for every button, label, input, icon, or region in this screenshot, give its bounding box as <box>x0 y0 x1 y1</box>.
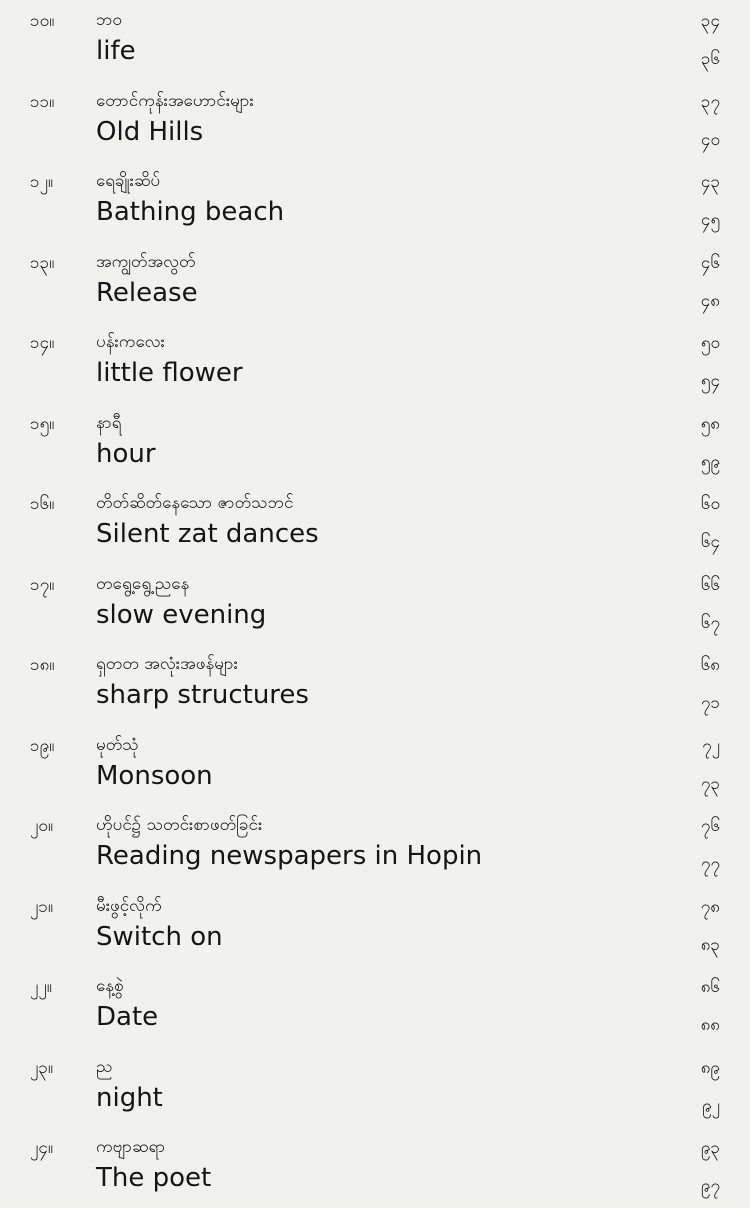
toc-entry <box>0 1127 750 1208</box>
entry-number: ၂၀။ <box>30 816 54 836</box>
entry-number: ၂၂။ <box>30 977 52 997</box>
entry-title-english: night <box>96 1082 163 1113</box>
entry-page-myanmar: ၃၄ <box>700 11 720 31</box>
entry-page-myanmar: ၃၇ <box>700 91 720 112</box>
entry-page-myanmar: ၉၃ <box>700 1138 720 1158</box>
entry-number: ၁၅။ <box>30 413 55 434</box>
entry-title-myanmar: တိတ်ဆိတ်နေသော ဇာတ်သဘင် <box>96 493 294 513</box>
toc-entry <box>0 805 750 886</box>
entry-page-english: ၆၄ <box>700 532 720 552</box>
toc-entry <box>0 161 750 242</box>
entry-title-english: Silent zat dances <box>96 519 319 549</box>
entry-title-myanmar: တောင်ကုန်းအဟောင်းများ <box>96 90 254 111</box>
toc-entry <box>0 483 750 564</box>
entry-page-myanmar: ၇၆ <box>700 816 720 836</box>
entry-number: ၁၉။ <box>30 735 55 756</box>
entry-page-english: ၄၈ <box>700 290 720 311</box>
entry-number: ၂၁။ <box>30 896 54 917</box>
entry-page-myanmar: ၈၆ <box>700 977 720 997</box>
entry-page-english: ၃၆ <box>700 49 720 69</box>
toc-entry <box>0 403 750 484</box>
entry-page-myanmar: ၈၉ <box>700 1057 720 1078</box>
entry-title-english: Switch on <box>96 921 223 952</box>
toc-entry <box>0 81 750 162</box>
entry-page-english: ၇၁ <box>700 693 720 713</box>
entry-title-english: Reading newspapers in Hopin <box>96 841 483 871</box>
entry-page-myanmar: ၆၆ <box>700 574 720 595</box>
entry-title-english: sharp structures <box>96 680 309 710</box>
entry-title-myanmar: မီးဖွင့်လိုက် <box>96 895 162 916</box>
entry-title-myanmar: ရေချိုးဆိပ် <box>96 171 161 191</box>
entry-page-myanmar: ၄၃ <box>700 172 720 192</box>
toc-entry <box>0 0 750 81</box>
entry-page-english: ၄၅ <box>700 210 720 230</box>
entry-title-myanmar: နာရီ <box>96 412 122 433</box>
toc-entry <box>0 322 750 403</box>
entry-page-english: ၄၀ <box>700 129 720 150</box>
entry-page-myanmar: ၇၈ <box>700 896 720 917</box>
entry-page-myanmar: ၄၆ <box>700 252 720 273</box>
entry-page-myanmar: ၅၀ <box>700 333 720 353</box>
entry-number: ၂၃။ <box>30 1057 54 1078</box>
entry-page-myanmar: ၆၀ <box>700 494 720 514</box>
entry-title-english: life <box>96 36 136 66</box>
entry-title-english: Release <box>96 277 198 308</box>
entry-title-myanmar: တရွေ့ရွေ့ညနေ <box>96 573 190 594</box>
entry-page-english: ၉၂ <box>702 1095 720 1116</box>
entry-title-english: Monsoon <box>96 760 213 791</box>
entry-number: ၁၈။ <box>30 655 55 675</box>
entry-number: ၁၃။ <box>30 252 55 273</box>
entry-page-english: ၅၄ <box>700 371 720 391</box>
toc-entry <box>0 966 750 1047</box>
entry-title-english: hour <box>96 438 156 469</box>
entry-title-english: little flower <box>96 358 243 388</box>
entry-title-english: slow evening <box>96 599 267 630</box>
toc-entry <box>0 564 750 645</box>
entry-number: ၁၇။ <box>30 574 55 595</box>
entry-title-myanmar: မုတ်သုံ <box>96 734 139 755</box>
entry-title-myanmar: ကဗျာဆရာ <box>96 1137 166 1157</box>
entry-page-myanmar: ၇၂ <box>702 735 720 756</box>
entry-title-myanmar: ဘဝ <box>96 10 122 30</box>
entry-number: ၁၁။ <box>30 91 55 112</box>
entry-title-english: The poet <box>96 1163 212 1193</box>
entry-number: ၂၄။ <box>30 1138 54 1158</box>
entry-title-myanmar: နေ့စွဲ <box>96 976 124 996</box>
entry-page-english: ၈၈ <box>700 1015 720 1035</box>
entry-page-english: ၈၃ <box>700 934 720 955</box>
entry-number: ၁၀။ <box>30 11 55 31</box>
entry-title-myanmar: ပန်းကလေး <box>96 332 165 352</box>
entry-number: ၁၆။ <box>30 494 55 514</box>
entry-title-myanmar: အကျွတ်အလွတ် <box>96 251 196 272</box>
entry-page-english: ၆၇ <box>700 612 720 633</box>
entry-title-english: Old Hills <box>96 116 204 147</box>
entry-page-myanmar: ၅၈ <box>700 413 720 434</box>
entry-number: ၁၄။ <box>30 333 55 353</box>
entry-title-english: Bathing beach <box>96 197 285 227</box>
toc-entry <box>0 886 750 967</box>
entry-page-english: ၉၇ <box>700 1176 720 1196</box>
entry-page-myanmar: ၆၈ <box>700 655 720 675</box>
entry-page-english: ၅၉ <box>700 451 720 472</box>
entry-title-myanmar: ည <box>96 1056 113 1077</box>
entry-title-myanmar: ဟိုပင်၌ သတင်းစာဖတ်ခြင်း <box>96 815 263 835</box>
toc-entry <box>0 1047 750 1128</box>
toc-entry <box>0 725 750 806</box>
entry-number: ၁၂။ <box>30 172 54 192</box>
entry-page-english: ၇၃ <box>700 773 720 794</box>
entry-page-english: ၇၇ <box>700 854 720 874</box>
entry-title-english: Date <box>96 1002 159 1032</box>
entry-title-myanmar: ရှတတ အလုံးအဖန်များ <box>96 654 238 674</box>
toc-entry <box>0 242 750 323</box>
toc-entry <box>0 644 750 725</box>
